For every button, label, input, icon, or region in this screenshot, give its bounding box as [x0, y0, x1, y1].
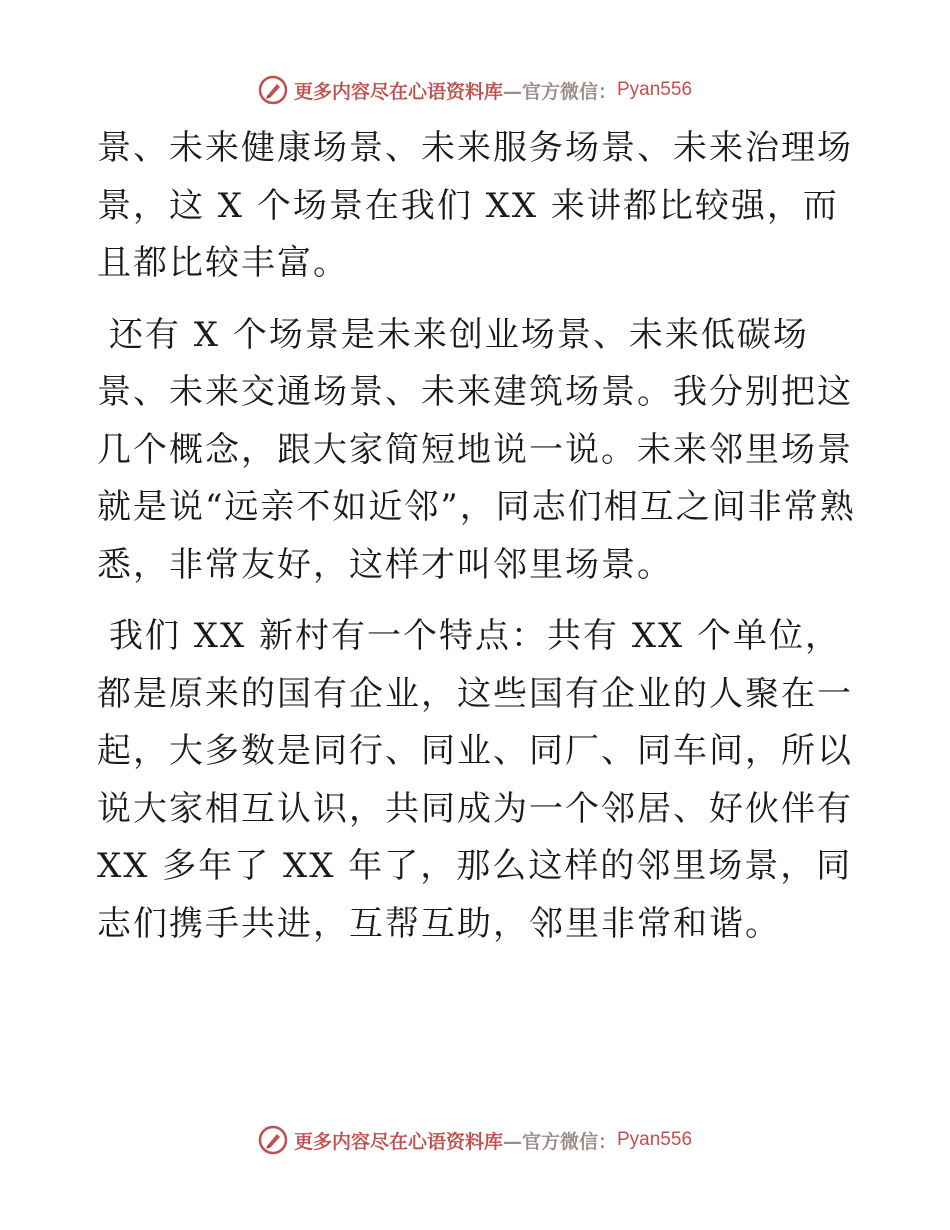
- watermark-account: Pyan556: [617, 79, 693, 100]
- paragraph-2: 还有 X 个场景是未来创业场景、未来低碳场景、未来交通场景、未来建筑场景。我分别把这几个概念，跟大家简短地说一说。未来邻里场景就是说“远亲不如近邻”，同志们相互之间非常熟悉，非常友好，这样才叫邻里场景。: [97, 314, 856, 585]
- pen-logo-icon: [258, 1125, 288, 1155]
- document-body: [97, 120, 857, 953]
- paragraph-3: 我们 XX 新村有一个特点：共有 XX 个单位，都是原来的国有企业，这些国有企业的人聚在一起，大多数是同行、同业、同厂、同车间，所以说大家相互认识，共同成为一个邻居、好伙伴有 XX 多年了 XX 年了，那么这样的邻里场景，同志们携手共进，互帮互助，邻里非常和谐。: [97, 616, 853, 944]
- paragraph-1: 景、未来健康场景、未来服务场景、未来治理场景，这 X 个场景在我们 XX 来讲都比较强，而且都比较丰富。: [97, 128, 853, 283]
- pen-logo-icon: [258, 75, 288, 105]
- footer-watermark: [0, 1120, 950, 1160]
- watermark-sub-text: —官方微信：: [502, 1130, 617, 1153]
- watermark-main-text: 更多内容尽在心语资料库: [293, 1130, 503, 1153]
- watermark-account: Pyan556: [617, 1129, 693, 1150]
- watermark-sub-text: —官方微信：: [502, 80, 617, 103]
- watermark-main-text: 更多内容尽在心语资料库: [293, 80, 503, 103]
- header-watermark: [0, 70, 950, 110]
